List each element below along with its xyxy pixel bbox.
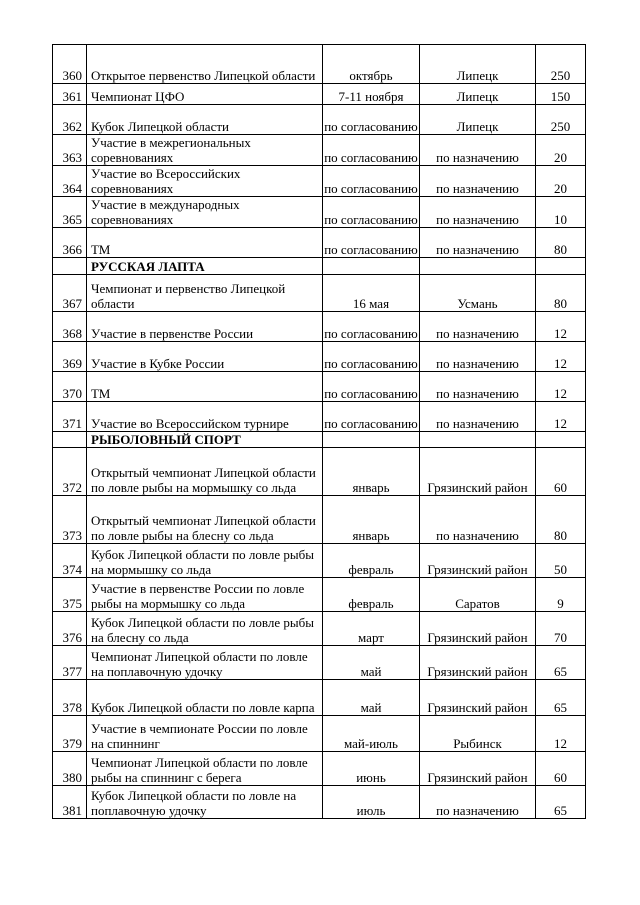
table-row (53, 135, 586, 166)
event-date: февраль (323, 544, 420, 578)
event-name: Участие в Кубке России (87, 342, 323, 372)
participant-count: 65 (536, 680, 586, 716)
event-place: по назначению (420, 372, 536, 402)
table-row (53, 544, 586, 578)
event-place: Липецк (420, 84, 536, 105)
event-date: июнь (323, 752, 420, 786)
section-empty-cell (323, 432, 420, 448)
participant-count: 10 (536, 197, 586, 228)
event-name: Участие в чемпионате России по ловле на спиннинг (87, 716, 323, 752)
section-empty-cell (536, 258, 586, 275)
table-row (53, 646, 586, 680)
table-row (53, 342, 586, 372)
table-row (53, 680, 586, 716)
participant-count: 12 (536, 402, 586, 432)
event-date: по согласованию (323, 135, 420, 166)
event-name: Кубок Липецкой области (87, 105, 323, 135)
table-row (53, 496, 586, 544)
row-number: 371 (53, 402, 87, 432)
table-row (53, 448, 586, 496)
event-name: Участие в межрегиональных соревнованиях (87, 135, 323, 166)
participant-count: 150 (536, 84, 586, 105)
event-name: Открытый чемпионат Липецкой области по ловле рыбы на блесну со льда (87, 496, 323, 544)
participant-count: 50 (536, 544, 586, 578)
event-place: Грязинский район (420, 544, 536, 578)
row-number: 373 (53, 496, 87, 544)
participant-count: 20 (536, 166, 586, 197)
participant-count: 60 (536, 752, 586, 786)
event-name: Кубок Липецкой области по ловле рыбы на блесну со льда (87, 612, 323, 646)
event-name: Чемпионат ЦФО (87, 84, 323, 105)
event-name: Кубок Липецкой области по ловле рыбы на мормышку со льда (87, 544, 323, 578)
event-name: Открытое первенство Липецкой области (87, 45, 323, 84)
event-date: 7-11 ноября (323, 84, 420, 105)
event-place: Рыбинск (420, 716, 536, 752)
table-row (53, 312, 586, 342)
event-place: Грязинский район (420, 680, 536, 716)
event-date: по согласованию (323, 342, 420, 372)
row-number: 365 (53, 197, 87, 228)
table-row (53, 372, 586, 402)
participant-count: 65 (536, 786, 586, 819)
participant-count: 80 (536, 275, 586, 312)
event-place: по назначению (420, 786, 536, 819)
events-table-body (53, 45, 586, 819)
participant-count: 12 (536, 312, 586, 342)
event-place: Грязинский район (420, 646, 536, 680)
participant-count: 9 (536, 578, 586, 612)
row-number: 362 (53, 105, 87, 135)
section-empty-cell (323, 258, 420, 275)
table-row (53, 84, 586, 105)
event-name: Участие во Всероссийских соревнованиях (87, 166, 323, 197)
event-date: 16 мая (323, 275, 420, 312)
row-number: 364 (53, 166, 87, 197)
participant-count: 250 (536, 105, 586, 135)
event-place: Грязинский район (420, 612, 536, 646)
event-date: май (323, 680, 420, 716)
participant-count: 20 (536, 135, 586, 166)
event-name: Участие в международных соревнованиях (87, 197, 323, 228)
event-name: Чемпионат Липецкой области по ловле на поплавочную удочку (87, 646, 323, 680)
events-table (52, 44, 586, 819)
section-header-row (53, 432, 586, 448)
section-empty-cell (420, 258, 536, 275)
event-place: по назначению (420, 312, 536, 342)
event-date: по согласованию (323, 312, 420, 342)
event-name: Чемпионат Липецкой области по ловле рыбы на спиннинг с берега (87, 752, 323, 786)
event-name: Кубок Липецкой области по ловле на поплавочную удочку (87, 786, 323, 819)
event-name: Участие в первенстве России по ловле рыбы на мормышку со льда (87, 578, 323, 612)
row-number: 375 (53, 578, 87, 612)
event-place: Грязинский район (420, 752, 536, 786)
event-date: по согласованию (323, 372, 420, 402)
event-name: Кубок Липецкой области по ловле карпа (87, 680, 323, 716)
participant-count: 70 (536, 612, 586, 646)
event-place: по назначению (420, 197, 536, 228)
row-number: 378 (53, 680, 87, 716)
participant-count: 12 (536, 342, 586, 372)
event-place: по назначению (420, 228, 536, 258)
table-row (53, 228, 586, 258)
participant-count: 80 (536, 228, 586, 258)
table-row (53, 45, 586, 84)
section-empty-cell (420, 432, 536, 448)
table-row (53, 612, 586, 646)
event-place: по назначению (420, 342, 536, 372)
event-name: Участие в первенстве России (87, 312, 323, 342)
event-date: май (323, 646, 420, 680)
participant-count: 250 (536, 45, 586, 84)
row-number: 372 (53, 448, 87, 496)
table-row (53, 752, 586, 786)
row-number: 366 (53, 228, 87, 258)
row-number: 380 (53, 752, 87, 786)
section-header-row (53, 258, 586, 275)
table-row (53, 275, 586, 312)
event-date: июль (323, 786, 420, 819)
event-name: Чемпионат и первенство Липецкой области (87, 275, 323, 312)
row-number: 367 (53, 275, 87, 312)
event-name: ТМ (87, 372, 323, 402)
row-number: 363 (53, 135, 87, 166)
section-number-cell (53, 432, 87, 448)
event-date: май-июль (323, 716, 420, 752)
event-date: по согласованию (323, 402, 420, 432)
event-name: ТМ (87, 228, 323, 258)
event-place: Липецк (420, 105, 536, 135)
section-title: РУССКАЯ ЛАПТА (87, 258, 323, 275)
event-date: январь (323, 496, 420, 544)
row-number: 360 (53, 45, 87, 84)
table-row (53, 402, 586, 432)
row-number: 376 (53, 612, 87, 646)
event-place: по назначению (420, 166, 536, 197)
row-number: 370 (53, 372, 87, 402)
event-place: Усмань (420, 275, 536, 312)
event-place: Саратов (420, 578, 536, 612)
section-title: РЫБОЛОВНЫЙ СПОРТ (87, 432, 323, 448)
event-date: по согласованию (323, 228, 420, 258)
table-row (53, 105, 586, 135)
row-number: 379 (53, 716, 87, 752)
event-place: по назначению (420, 135, 536, 166)
table-row (53, 716, 586, 752)
event-name: Открытый чемпионат Липецкой области по ловле рыбы на мормышку со льда (87, 448, 323, 496)
section-empty-cell (536, 432, 586, 448)
table-row (53, 197, 586, 228)
table-row (53, 578, 586, 612)
table-row (53, 786, 586, 819)
event-date: октябрь (323, 45, 420, 84)
event-date: по согласованию (323, 105, 420, 135)
participant-count: 12 (536, 372, 586, 402)
row-number: 361 (53, 84, 87, 105)
event-date: по согласованию (323, 197, 420, 228)
row-number: 377 (53, 646, 87, 680)
event-place: Грязинский район (420, 448, 536, 496)
row-number: 369 (53, 342, 87, 372)
document-page (52, 44, 585, 819)
row-number: 374 (53, 544, 87, 578)
participant-count: 80 (536, 496, 586, 544)
table-row (53, 166, 586, 197)
event-date: январь (323, 448, 420, 496)
event-place: по назначению (420, 496, 536, 544)
event-name: Участие во Всероссийском турнире (87, 402, 323, 432)
row-number: 381 (53, 786, 87, 819)
event-place: Липецк (420, 45, 536, 84)
section-number-cell (53, 258, 87, 275)
participant-count: 12 (536, 716, 586, 752)
participant-count: 60 (536, 448, 586, 496)
event-date: по согласованию (323, 166, 420, 197)
event-place: по назначению (420, 402, 536, 432)
event-date: февраль (323, 578, 420, 612)
event-date: март (323, 612, 420, 646)
row-number: 368 (53, 312, 87, 342)
participant-count: 65 (536, 646, 586, 680)
